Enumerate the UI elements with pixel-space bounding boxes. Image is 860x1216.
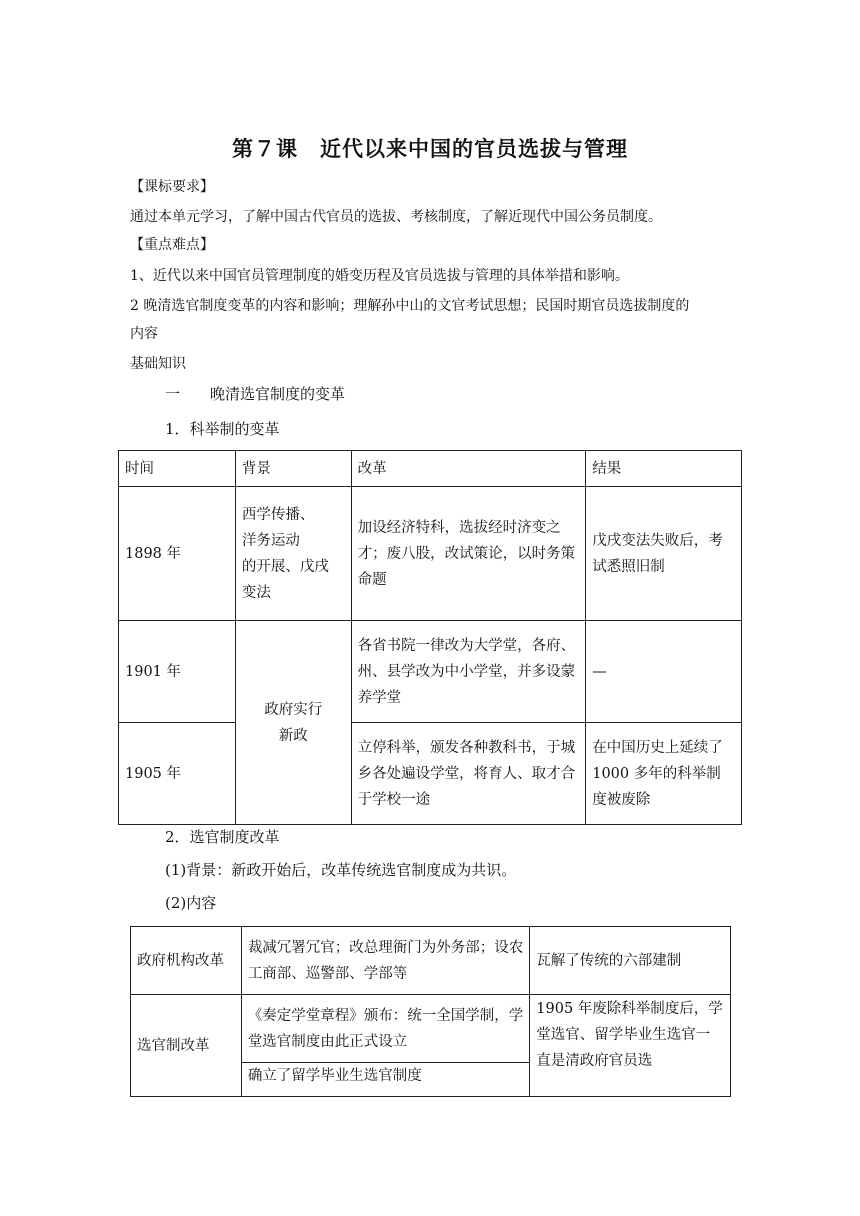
subsection-2-content-heading: (2)内容 <box>165 894 217 912</box>
subsection-2-background: (1)背景：新政开始后，改革传统选官制度成为共识。 <box>165 861 517 879</box>
zhongdian-item-1: 1、近代以来中国官员管理制度的婚变历程及官员选拔与管理的具体举措和影响。 <box>130 268 629 284</box>
cell-label: 政府机构改革 <box>131 927 242 995</box>
cell-content-2: 确立了留学毕业生选官制度 <box>241 1063 529 1097</box>
header-background: 背景 <box>235 451 351 487</box>
zhongdian-heading: 【重点难点】 <box>130 237 214 253</box>
header-result: 结果 <box>586 451 742 487</box>
cell-content: 《奏定学堂章程》颁布：统一全国学制，学堂选官制度由此正式设立 <box>241 995 529 1063</box>
zhongdian-item-2-cont: 内容 <box>130 326 158 342</box>
cell-content: 裁减冗署冗官；改总理衙门为外务部；设农工商部、巡警部、学部等 <box>241 927 529 995</box>
kebiao-heading: 【课标要求】 <box>130 179 214 195</box>
cell-reform: 各省书院一律改为大学堂，各府、州、县学改为中小学堂，并多设蒙养学堂 <box>351 621 586 723</box>
cell-reform: 立停科举，颁发各种教科书，于城乡各处遍设学堂，将育人、取才合于学校一途 <box>351 723 586 825</box>
xuanguan-reform-table <box>130 926 731 1097</box>
table-row <box>119 723 742 825</box>
subsection-2-heading: 2．选官制度改革 <box>165 828 280 846</box>
cell-result: 戊戌变法失败后，考试悉照旧制 <box>586 487 742 621</box>
jichu-heading: 基础知识 <box>130 356 186 372</box>
cell-reform: 加设经济特科，选拔经时济变之才；废八股，改试策论，以时务策命题 <box>351 487 586 621</box>
page-title: 第７课 近代以来中国的官员选拔与管理 <box>232 136 628 161</box>
subsection-1-heading: 1．科举制的变革 <box>165 420 280 438</box>
cell-result: 在中国历史上延续了 1000 多年的科举制度被废除 <box>586 723 742 825</box>
keju-reform-table <box>118 450 742 825</box>
table-row <box>131 927 731 995</box>
zhongdian-item-2: 2 晚清选官制度变革的内容和影响；理解孙中山的文官考试思想；民国时期官员选拔制度的 <box>130 298 690 314</box>
cell-time: 1901 年 <box>119 621 236 723</box>
cell-result: — <box>586 621 742 723</box>
cell-label: 选官制改革 <box>131 995 242 1097</box>
table-row <box>119 621 742 723</box>
cell-background-merged: 政府实行 新政 <box>235 621 351 825</box>
section-1-heading: 一 晚清选官制度的变革 <box>165 385 346 403</box>
cell-effect: 1905 年废除科举制度后，学堂选官、留学毕业生选官一直是清政府官员选 <box>530 995 731 1097</box>
header-time: 时间 <box>119 451 236 487</box>
cell-background: 西学传播、 洋务运动 的开展、戊戌 变法 <box>235 487 351 621</box>
table-header-row <box>119 451 742 487</box>
cell-time: 1905 年 <box>119 723 236 825</box>
table-row <box>119 487 742 621</box>
cell-effect: 瓦解了传统的六部建制 <box>530 927 731 995</box>
cell-time: 1898 年 <box>119 487 236 621</box>
header-reform: 改革 <box>351 451 586 487</box>
table-row <box>131 995 731 1063</box>
kebiao-text: 通过本单元学习，了解中国古代官员的选拔、考核制度，了解近现代中国公务员制度。 <box>130 209 662 225</box>
